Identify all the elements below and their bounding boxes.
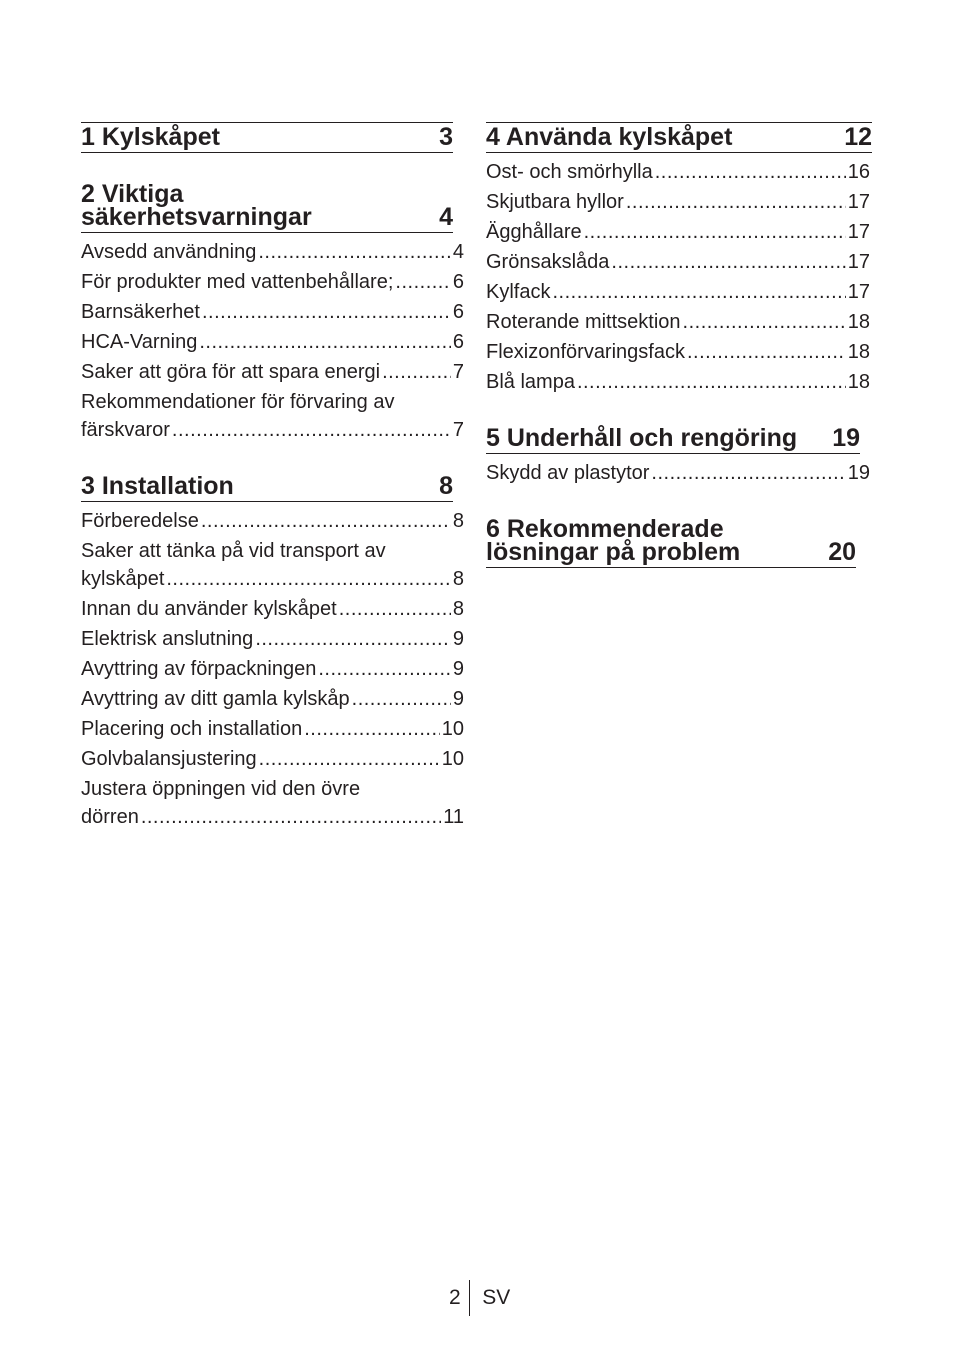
- toc-section-4: [486, 122, 870, 397]
- toc-entry[interactable]: [81, 684, 464, 714]
- section-title: 5 Underhåll och rengöring: [486, 424, 798, 452]
- entry-page-number: 19: [847, 462, 870, 484]
- toc-entry[interactable]: [81, 654, 464, 684]
- toc-entry[interactable]: [81, 624, 464, 654]
- entry-page-number: 8: [452, 598, 464, 620]
- entry-page-number: 7: [452, 361, 464, 383]
- toc-section-heading[interactable]: [81, 122, 453, 153]
- toc-entry[interactable]: [486, 337, 870, 367]
- entry-title: Roterande mittsektion: [486, 311, 681, 333]
- toc-left-column: [81, 122, 464, 862]
- dot-leader: [626, 188, 846, 216]
- entry-page-number: 9: [452, 658, 464, 680]
- entry-title-continued: dörren: [81, 806, 139, 828]
- section-title: 4 Använda kylskåpet: [486, 123, 733, 151]
- toc-entry[interactable]: [81, 744, 464, 774]
- toc-entry[interactable]: [486, 367, 870, 397]
- entry-page-number: 17: [847, 281, 870, 303]
- toc-entry[interactable]: [81, 387, 464, 445]
- toc-section-1: [81, 122, 464, 153]
- dot-leader: [258, 238, 451, 266]
- entry-title: Placering och installation: [81, 718, 303, 740]
- entry-title: HCA-Varning: [81, 331, 198, 353]
- dot-leader: [255, 625, 451, 653]
- section-page-number: 3: [439, 123, 453, 151]
- toc-entry[interactable]: [81, 297, 464, 327]
- entry-title: Golvbalansjustering: [81, 748, 257, 770]
- dot-leader: [304, 715, 440, 743]
- dot-leader: [611, 248, 845, 276]
- entry-title: Förberedelse: [81, 510, 199, 532]
- entry-page-number: 17: [847, 191, 870, 213]
- toc-entry[interactable]: [81, 237, 464, 267]
- section-page-number: 12: [844, 123, 872, 151]
- entry-page-number: 9: [452, 628, 464, 650]
- entry-title: Avsedd användning: [81, 241, 257, 263]
- section-title: 6 Rekommenderade lösningar på problem: [486, 515, 741, 566]
- toc-entry[interactable]: [81, 267, 464, 297]
- toc-entry[interactable]: [81, 506, 464, 536]
- language-code: SV: [482, 1286, 511, 1309]
- entry-page-number: 4: [452, 241, 464, 263]
- toc-section-heading[interactable]: [486, 424, 860, 454]
- section-page-number: 19: [832, 424, 860, 452]
- entry-title: För produkter med vattenbehållare;: [81, 271, 394, 293]
- entry-title: Avyttring av förpackningen: [81, 658, 317, 680]
- entry-title-continued: färskvaror: [81, 419, 170, 441]
- section-page-number: 20: [828, 538, 856, 566]
- toc-entry[interactable]: [81, 774, 464, 832]
- dot-leader: [651, 459, 845, 487]
- toc-entry[interactable]: [81, 714, 464, 744]
- section-page-number: 4: [439, 203, 453, 231]
- dot-leader: [382, 358, 451, 386]
- dot-leader: [577, 368, 846, 396]
- entry-page-number: 16: [847, 161, 870, 183]
- entry-title-continued: kylskåpet: [81, 568, 165, 590]
- toc-right-column: [486, 122, 870, 598]
- entry-page-number: 17: [847, 221, 870, 243]
- toc-entry[interactable]: [486, 157, 870, 187]
- dot-leader: [202, 298, 451, 326]
- toc-entry[interactable]: [486, 307, 870, 337]
- dot-leader: [199, 328, 451, 356]
- entry-title: Flexizonförvaringsfack: [486, 341, 685, 363]
- dot-leader: [352, 685, 451, 713]
- entry-page-number: 10: [441, 748, 464, 770]
- dot-leader: [339, 595, 451, 623]
- toc-section-2: [81, 180, 464, 445]
- toc-entry-list: [81, 237, 464, 445]
- toc-entry-list: [81, 506, 464, 832]
- entry-title: Grönsakslåda: [486, 251, 610, 273]
- dot-leader: [655, 158, 846, 186]
- dot-leader: [687, 338, 846, 366]
- toc-section-6: [486, 515, 870, 568]
- toc-entry[interactable]: [81, 594, 464, 624]
- entry-page-number: 6: [452, 271, 464, 293]
- toc-entry[interactable]: [81, 327, 464, 357]
- entry-title: Saker att tänka på vid transport av: [81, 540, 386, 562]
- entry-title: Elektrisk anslutning: [81, 628, 254, 650]
- dot-leader: [318, 655, 451, 683]
- entry-page-number: 9: [452, 688, 464, 710]
- section-title: 3 Installation: [81, 472, 234, 500]
- dot-leader: [259, 745, 440, 773]
- entry-page-number: 18: [847, 371, 870, 393]
- entry-title: Saker att göra för att spara energi: [81, 361, 381, 383]
- dot-leader: [141, 803, 441, 831]
- entry-page-number: 8: [452, 568, 464, 590]
- footer-divider: [469, 1280, 471, 1316]
- dot-leader: [584, 218, 846, 246]
- entry-page-number: 8: [452, 510, 464, 532]
- entry-page-number: 10: [441, 718, 464, 740]
- toc-section-5: [486, 424, 870, 488]
- toc-section-heading[interactable]: [486, 122, 872, 153]
- entry-title: Ost- och smörhylla: [486, 161, 653, 183]
- dot-leader: [395, 268, 450, 296]
- entry-title: Blå lampa: [486, 371, 575, 393]
- entry-title: Rekommendationer för förvaring av: [81, 391, 395, 413]
- dot-leader: [201, 507, 451, 535]
- dot-leader: [552, 278, 845, 306]
- section-page-number: 8: [439, 472, 453, 500]
- toc-section-heading[interactable]: [486, 515, 856, 568]
- entry-page-number: 17: [847, 251, 870, 273]
- entry-page-number: 6: [452, 331, 464, 353]
- entry-title: Ägghållare: [486, 221, 582, 243]
- page-number: 2: [449, 1286, 461, 1309]
- entry-page-number: 7: [452, 419, 464, 441]
- entry-page-number: 11: [443, 806, 464, 828]
- entry-title: Avyttring av ditt gamla kylskåp: [81, 688, 350, 710]
- toc-entry[interactable]: [81, 536, 464, 594]
- entry-page-number: 6: [452, 301, 464, 323]
- dot-leader: [172, 416, 451, 444]
- toc-section-heading[interactable]: [81, 180, 453, 233]
- entry-title: Skydd av plastytor: [486, 462, 650, 484]
- toc-entry-list: [486, 157, 870, 397]
- section-title: 2 Viktiga säkerhetsvarningar: [81, 180, 312, 231]
- toc-entry-list: [486, 458, 870, 488]
- entry-page-number: 18: [847, 311, 870, 333]
- entry-title: Justera öppningen vid den övre: [81, 778, 361, 800]
- toc-entry[interactable]: [486, 247, 870, 277]
- toc-entry[interactable]: [486, 458, 870, 488]
- toc-entry[interactable]: [81, 357, 464, 387]
- entry-title: Barnsäkerhet: [81, 301, 200, 323]
- entry-title: Skjutbara hyllor: [486, 191, 624, 213]
- entry-title: Innan du använder kylskåpet: [81, 598, 337, 620]
- toc-section-3: [81, 472, 464, 832]
- dot-leader: [166, 565, 451, 593]
- toc-entry[interactable]: [486, 277, 870, 307]
- toc-entry[interactable]: [486, 187, 870, 217]
- entry-title: Kylfack: [486, 281, 551, 303]
- toc-section-heading[interactable]: [81, 472, 453, 502]
- section-title: 1 Kylskåpet: [81, 123, 220, 151]
- page-footer: [449, 1280, 510, 1316]
- toc-entry[interactable]: [486, 217, 870, 247]
- dot-leader: [683, 308, 846, 336]
- entry-page-number: 18: [847, 341, 870, 363]
